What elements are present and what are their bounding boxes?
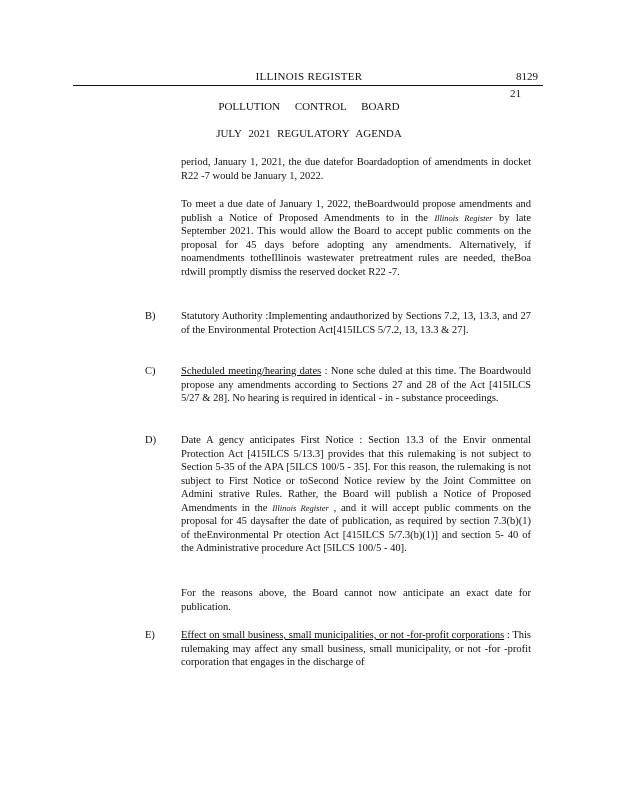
item-d-followup — [181, 587, 531, 614]
header-rule — [73, 85, 543, 86]
item-d-first-notice — [181, 434, 531, 556]
paragraph-text: by late September 2021. This would allow the Board to accept public comments on the proposal for 45 days before adopting any amendments. Alternatively, if noamendments totheIllinois wastewater pretreatment rules are needed, theBoa rdwill promptly dismiss the reserved docket R22 -7. — [181, 212, 531, 278]
item-label-b: B) — [145, 311, 156, 322]
item-c-scheduled-hearing — [181, 365, 531, 406]
paragraph-text: To meet a due date of January 1, 2022, theBoardwould propose amendments and publish a Notice of Proposed Amendments to in the — [181, 199, 531, 224]
register-italic: Illinois Register — [272, 502, 329, 513]
item-b-statutory-authority — [181, 310, 531, 337]
item-text: , and it will accept public comments on the proposal for 45 daysafter the date of publication, as required by section 7.3(b)(1) of theEnvironmental Pr otection Act [415ILCS 5/7.3(b)(1)] and section 5- 40 of the Administrative procedure Act [5ILCS 100/5 - 40]. — [181, 502, 531, 554]
paragraph-due-date — [181, 198, 531, 279]
item-heading: Effect on small business, small municipalities, or not -for-profit corporations — [181, 630, 505, 641]
item-text: Date A gency anticipates First Notice : Section 13.3 of the Envir onmental Protection Act [415ILCS 5/13.3] provides that this rulemaking is not subject to Section 5-35 of the APA [5ILCS 100/5 - 35]. For this reason, the rulemaking is not subject to First Notice or toSecond Notice review by the Joint Committee on Admini strative Rules. Rather, the Board will publish a Notice of Proposed Amendments in the — [181, 435, 531, 514]
register-title: ILLINOIS REGISTER — [255, 71, 363, 83]
item-text: For the reasons above, the Board cannot now anticipate an exact date for publication. — [181, 588, 531, 613]
paragraph-text: period, January 1, 2021, the due datefor Boardadoption of amendments in docket R22 -7 would be January 1, 2022. — [181, 157, 531, 182]
board-name: POLLUTION CONTROL BOARD — [218, 101, 400, 113]
page-number: 8129 — [516, 71, 538, 83]
item-text: : None sche duled at this time. The Boardwould propose any amendments according to Sections 27 and 28 of the Act [415ILCS 5/27 & 28]. No hearing is required in identical - in - substance proceedings. — [181, 366, 531, 404]
item-e-small-business — [181, 629, 531, 670]
register-italic: Illinois Register — [434, 212, 493, 223]
item-text: Statutory Authority :Implementing andauthorized by Sections 7.2, 13, 13.3, and 27 of the Environmental Protection Act[415ILCS 5/7.2, 13, 13.3 & 27]. — [181, 311, 531, 336]
item-label-d: D) — [145, 435, 157, 446]
item-label-c: C) — [145, 366, 156, 377]
agenda-title: JULY 2021 REGULATORY AGENDA — [216, 128, 402, 140]
paragraph-continuation — [181, 156, 531, 183]
issue-number: 21 — [510, 88, 521, 100]
item-text: : This rulemaking may affect any small business, small municipality, or not -for -profit corporation that engages in the discharge of — [181, 630, 531, 668]
item-label-e: E) — [145, 630, 155, 641]
item-heading: Scheduled meeting/hearing dates — [181, 366, 322, 377]
